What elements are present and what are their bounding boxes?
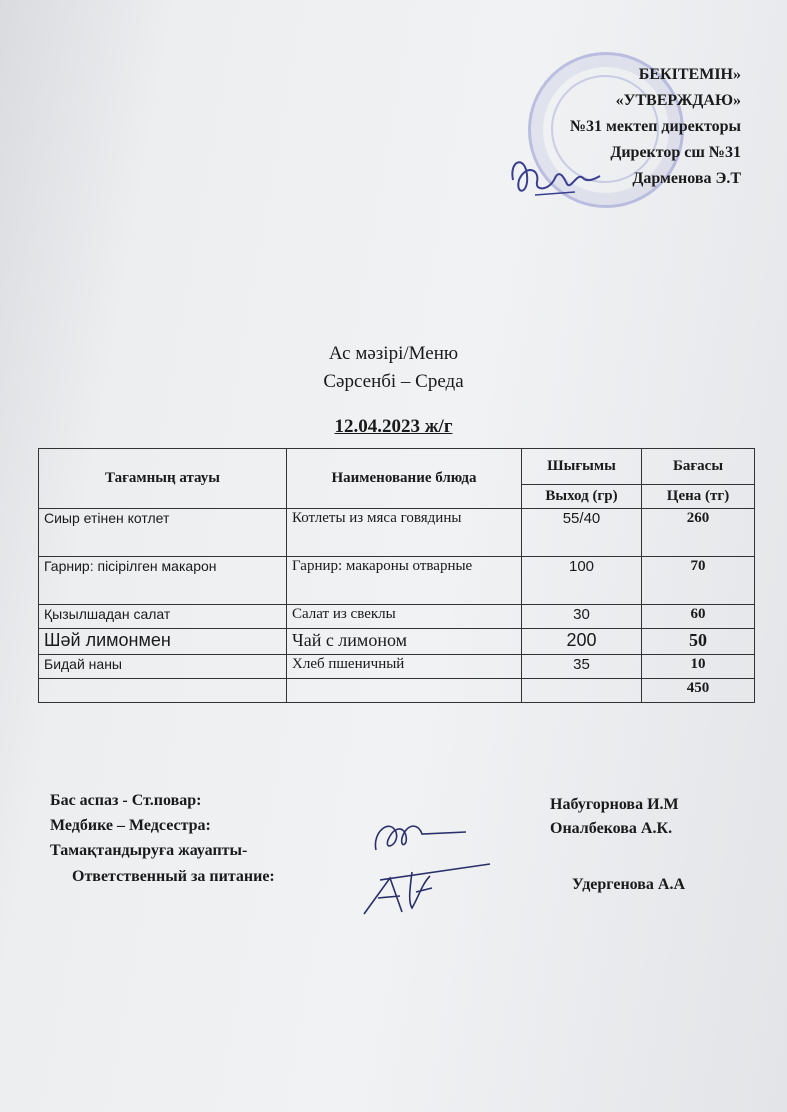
menu-table bbox=[38, 448, 755, 703]
responsible-name: Удергенова А.А bbox=[572, 876, 686, 893]
table-row bbox=[39, 655, 755, 679]
table-row bbox=[39, 629, 755, 655]
table-row bbox=[39, 557, 755, 605]
total-row bbox=[39, 679, 755, 703]
dish-yield: 100 bbox=[522, 557, 642, 605]
menu-day: Сәрсенбі – Среда bbox=[323, 371, 464, 392]
chef-label: Бас аспаз - Ст.повар: bbox=[50, 792, 202, 809]
nurse-signature bbox=[370, 812, 470, 862]
header-price-kk: Бағасы bbox=[642, 449, 755, 485]
dish-price: 50 bbox=[642, 629, 755, 655]
header-price-ru: Цена (тг) bbox=[642, 485, 755, 509]
approval-line4: Директор сш №31 bbox=[610, 144, 741, 161]
approval-line1: БЕКІТЕМІН» bbox=[638, 66, 741, 83]
dish-yield: 30 bbox=[522, 605, 642, 629]
dish-yield: 35 bbox=[522, 655, 642, 679]
header-yield-kk: Шығымы bbox=[522, 449, 642, 485]
dish-yield: 200 bbox=[522, 629, 642, 655]
table-row bbox=[39, 605, 755, 629]
table-row bbox=[39, 509, 755, 557]
dish-name-ru: Котлеты из мяса говядины bbox=[287, 509, 522, 557]
header-name-ru: Наименование блюда bbox=[287, 449, 522, 509]
approval-line5: Дарменова Э.Т bbox=[632, 170, 741, 187]
dish-name-ru: Салат из свеклы bbox=[287, 605, 522, 629]
approval-line2: «УТВЕРЖДАЮ» bbox=[615, 92, 741, 109]
menu-date: 12.04.2023 ж/г bbox=[334, 416, 453, 437]
dish-yield: 55/40 bbox=[522, 509, 642, 557]
chef-name: Набугорнова И.М bbox=[550, 796, 679, 813]
dish-price: 70 bbox=[642, 557, 755, 605]
responsible-label-ru: Ответственный за питание: bbox=[72, 868, 275, 885]
dish-name-kk: Сиыр етінен котлет bbox=[39, 509, 287, 557]
dish-price: 260 bbox=[642, 509, 755, 557]
header-name-kk: Тағамның атауы bbox=[39, 449, 287, 509]
dish-price: 10 bbox=[642, 655, 755, 679]
responsible-label-kk: Тамақтандыруға жауапты- bbox=[50, 842, 248, 859]
approval-block bbox=[570, 62, 741, 192]
dish-name-kk: Шәй лимонмен bbox=[39, 629, 287, 655]
dish-name-ru: Гарнир: макароны отварные bbox=[287, 557, 522, 605]
nurse-label: Медбике – Медсестра: bbox=[50, 817, 211, 834]
responsible-signature bbox=[360, 858, 495, 918]
approval-line3: №31 мектеп директоры bbox=[569, 118, 741, 135]
dish-name-kk: Бидай наны bbox=[39, 655, 287, 679]
dish-name-kk: Қызылшадан салат bbox=[39, 605, 287, 629]
nurse-name: Оналбекова А.К. bbox=[550, 820, 673, 837]
dish-price: 60 bbox=[642, 605, 755, 629]
dish-name-ru: Хлеб пшеничный bbox=[287, 655, 522, 679]
dish-name-ru: Чай с лимоном bbox=[287, 629, 522, 655]
header-yield-ru: Выход (гр) bbox=[522, 485, 642, 509]
menu-title: Ас мәзірі/Меню bbox=[328, 343, 459, 364]
total-price: 450 bbox=[642, 679, 755, 703]
dish-name-kk: Гарнир: пісірілген макарон bbox=[39, 557, 287, 605]
